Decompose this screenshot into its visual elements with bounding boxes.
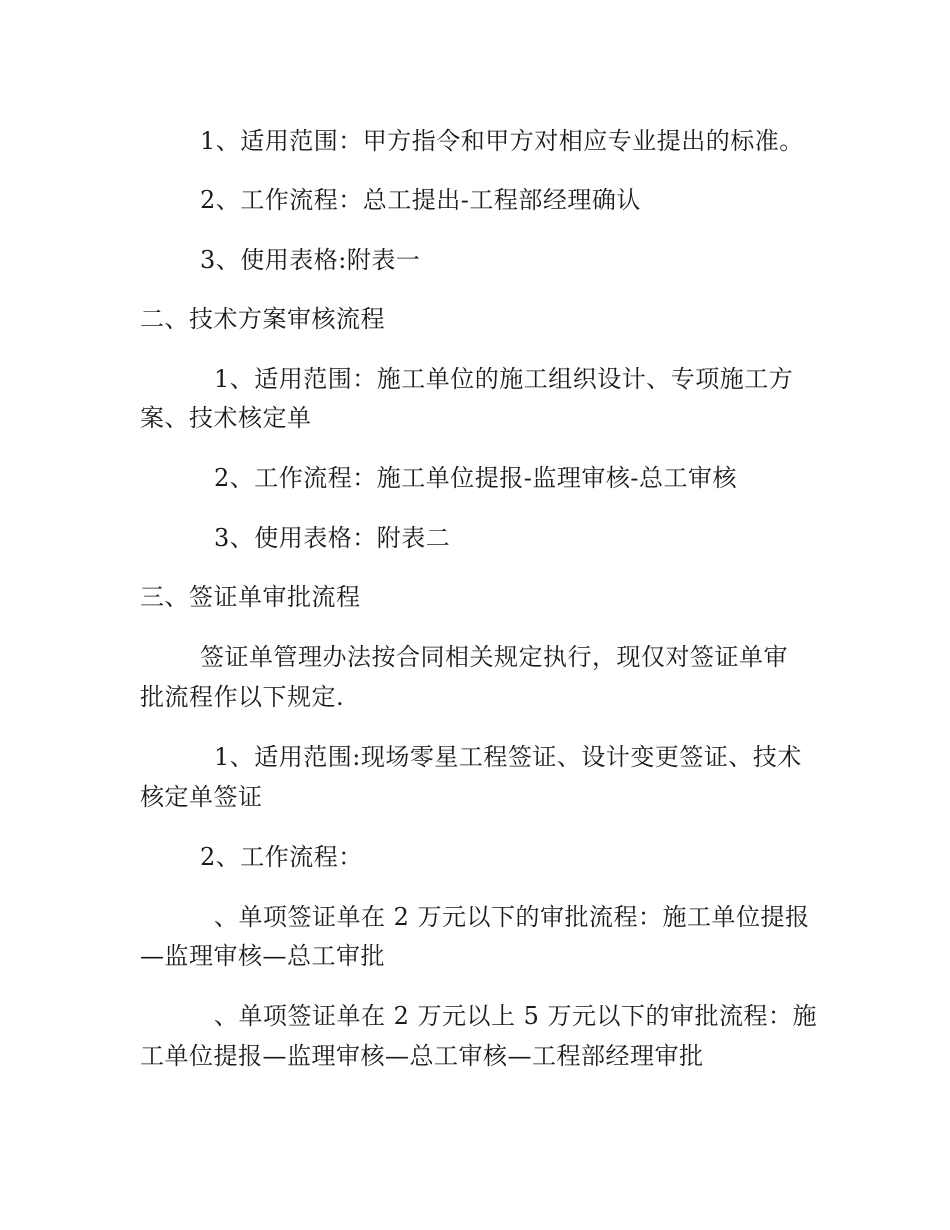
scope-item-2-line-1: 1、适用范围：施工单位的施工组织设计、专项施工方 bbox=[214, 365, 794, 393]
approval-rule-1-line-1: 、单项签证单在 2 万元以下的审批流程：施工单位提报 bbox=[214, 903, 810, 931]
scope-item-1: 1、适用范围：甲方指令和甲方对相应专业提出的标准。 bbox=[200, 127, 804, 155]
form-item-1: 3、使用表格:附表一 bbox=[200, 246, 421, 274]
intro-paragraph-line-1: 签证单管理办法按合同相关规定执行，现仅对签证单审 bbox=[200, 643, 788, 671]
approval-rule-2-line-1: 、单项签证单在 2 万元以上 5 万元以下的审批流程：施 bbox=[214, 1002, 818, 1030]
workflow-item-2: 2、工作流程：施工单位提报-监理审核-总工审核 bbox=[214, 464, 737, 492]
section-heading-visa-approval: 三、签证单审批流程 bbox=[140, 583, 361, 611]
approval-rule-1-line-2: —监理审核—总工审批 bbox=[140, 942, 385, 970]
scope-item-3-line-1: 1、适用范围:现场零星工程签证、设计变更签证、技术 bbox=[214, 743, 802, 771]
workflow-item-3: 2、工作流程： bbox=[200, 843, 363, 871]
approval-rule-2-line-2: 工单位提报—监理审核—总工审核—工程部经理审批 bbox=[140, 1042, 704, 1070]
form-item-2: 3、使用表格：附表二 bbox=[214, 524, 451, 552]
workflow-item-1: 2、工作流程：总工提出-工程部经理确认 bbox=[200, 186, 641, 214]
intro-paragraph-line-2: 批流程作以下规定. bbox=[140, 683, 345, 711]
scope-item-3-line-2: 核定单签证 bbox=[140, 783, 263, 811]
scope-item-2-line-2: 案、技术核定单 bbox=[140, 404, 312, 432]
section-heading-technical-review: 二、技术方案审核流程 bbox=[140, 305, 385, 333]
